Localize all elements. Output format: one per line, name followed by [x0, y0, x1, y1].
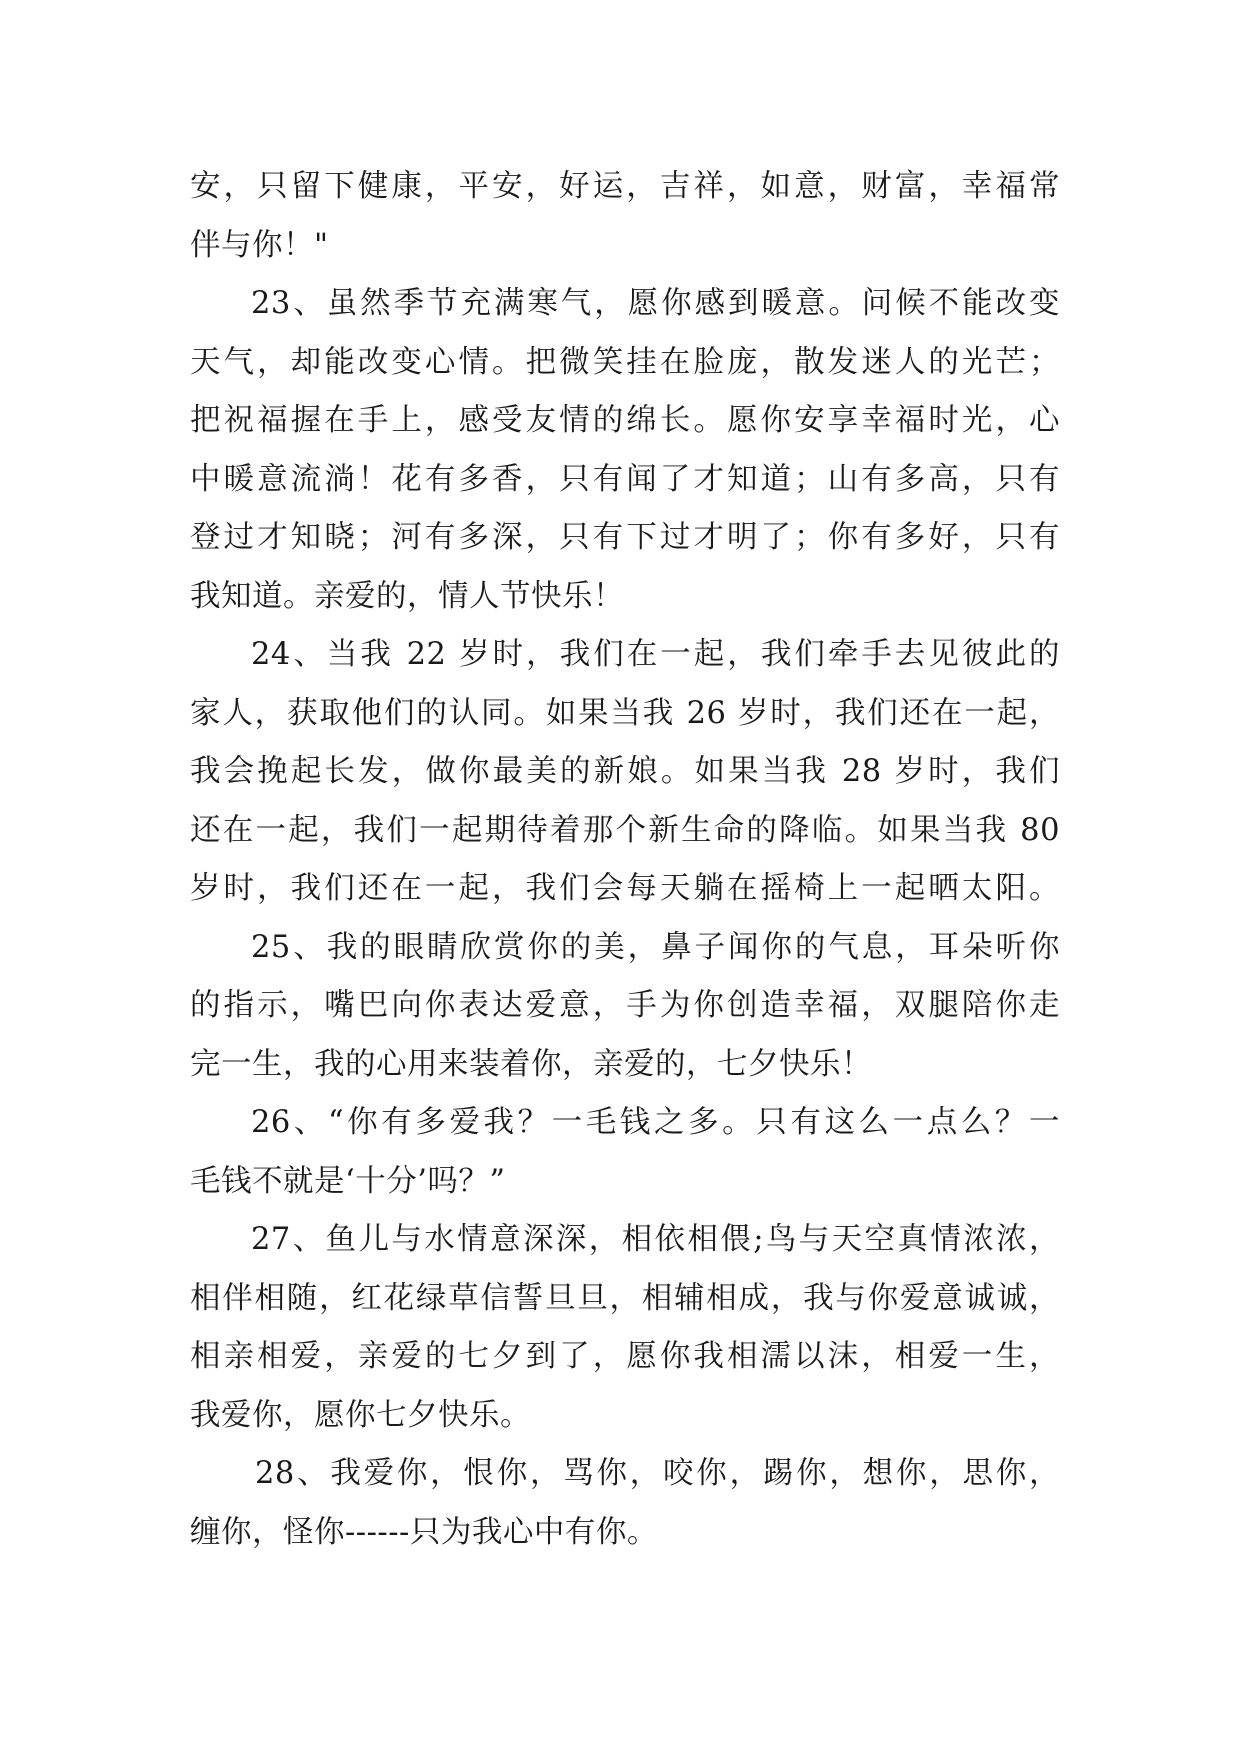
text-line: 我会挽起长发，做你最美的新娘。如果当我 28 岁时，我们 — [190, 754, 1060, 789]
text-line: 把祝福握在手上，感受友情的绵长。愿你安享幸福时光，心 — [190, 403, 1060, 438]
text-line: 家人，获取他们的认同。如果当我 26 岁时，我们还在一起， — [190, 695, 1060, 731]
text-line: 完一生，我的心用来装着你，亲爱的，七夕快乐！ — [190, 1046, 872, 1082]
text-line: 中暖意流淌！花有多香，只有闻了才知道；山有多高，只有 — [190, 461, 1060, 497]
paragraph-24-start: 24、当我 22 岁时，我们在一起，我们牵手去见彼此的 — [251, 637, 1060, 672]
paragraph-25-start: 25、我的眼睛欣赏你的美，鼻子闻你的气息，耳朵听你 — [251, 929, 1060, 965]
text-line: 天气，却能改变心情。把微笑挂在脸庞，散发迷人的光芒； — [190, 344, 1060, 380]
paragraph-28-start: 28、我爱你，恨你，骂你，咬你，踢你，想你，思你， — [255, 1456, 1060, 1491]
text-line: 缠你，怪你------只为我心中有你。 — [190, 1514, 658, 1550]
text-line: 的指示，嘴巴向你表达爱意，手为你创造幸福，双腿陪你走 — [190, 988, 1060, 1023]
text-line: 相亲相爱，亲爱的七夕到了，愿你我相濡以沫，相爱一生， — [190, 1339, 1060, 1374]
text-line: 安，只留下健康，平安，好运，吉祥，如意，财富，幸福常 — [190, 169, 1060, 204]
text-line: 相伴相随，红花绿草信誓旦旦，相辅相成，我与你爱意诚诚， — [190, 1280, 1060, 1316]
text-line: 伴与你！" — [190, 227, 329, 263]
text-line: 毛钱不就是‘十分’吗？” — [190, 1163, 506, 1199]
text-line: 岁时，我们还在一起，我们会每天躺在摇椅上一起晒太阳。 — [190, 871, 1060, 906]
paragraph-23-start: 23、虽然季节充满寒气，愿你感到暖意。问候不能改变 — [251, 286, 1060, 321]
text-line: 还在一起，我们一起期待着那个新生命的降临。如果当我 80 — [190, 812, 1060, 848]
paragraph-27-start: 27、鱼儿与水情意深深，相依相偎;鸟与天空真情浓浓， — [251, 1222, 1060, 1257]
text-line: 我知道。亲爱的，情人节快乐！ — [190, 578, 624, 614]
text-line: 我爱你，愿你七夕快乐。 — [190, 1397, 531, 1433]
text-line: 登过才知晓；河有多深，只有下过才明了；你有多好，只有 — [190, 520, 1060, 555]
paragraph-26-start: 26、“你有多爱我？一毛钱之多。只有这么一点么？一 — [251, 1105, 1060, 1140]
document-body — [190, 158, 1060, 1562]
